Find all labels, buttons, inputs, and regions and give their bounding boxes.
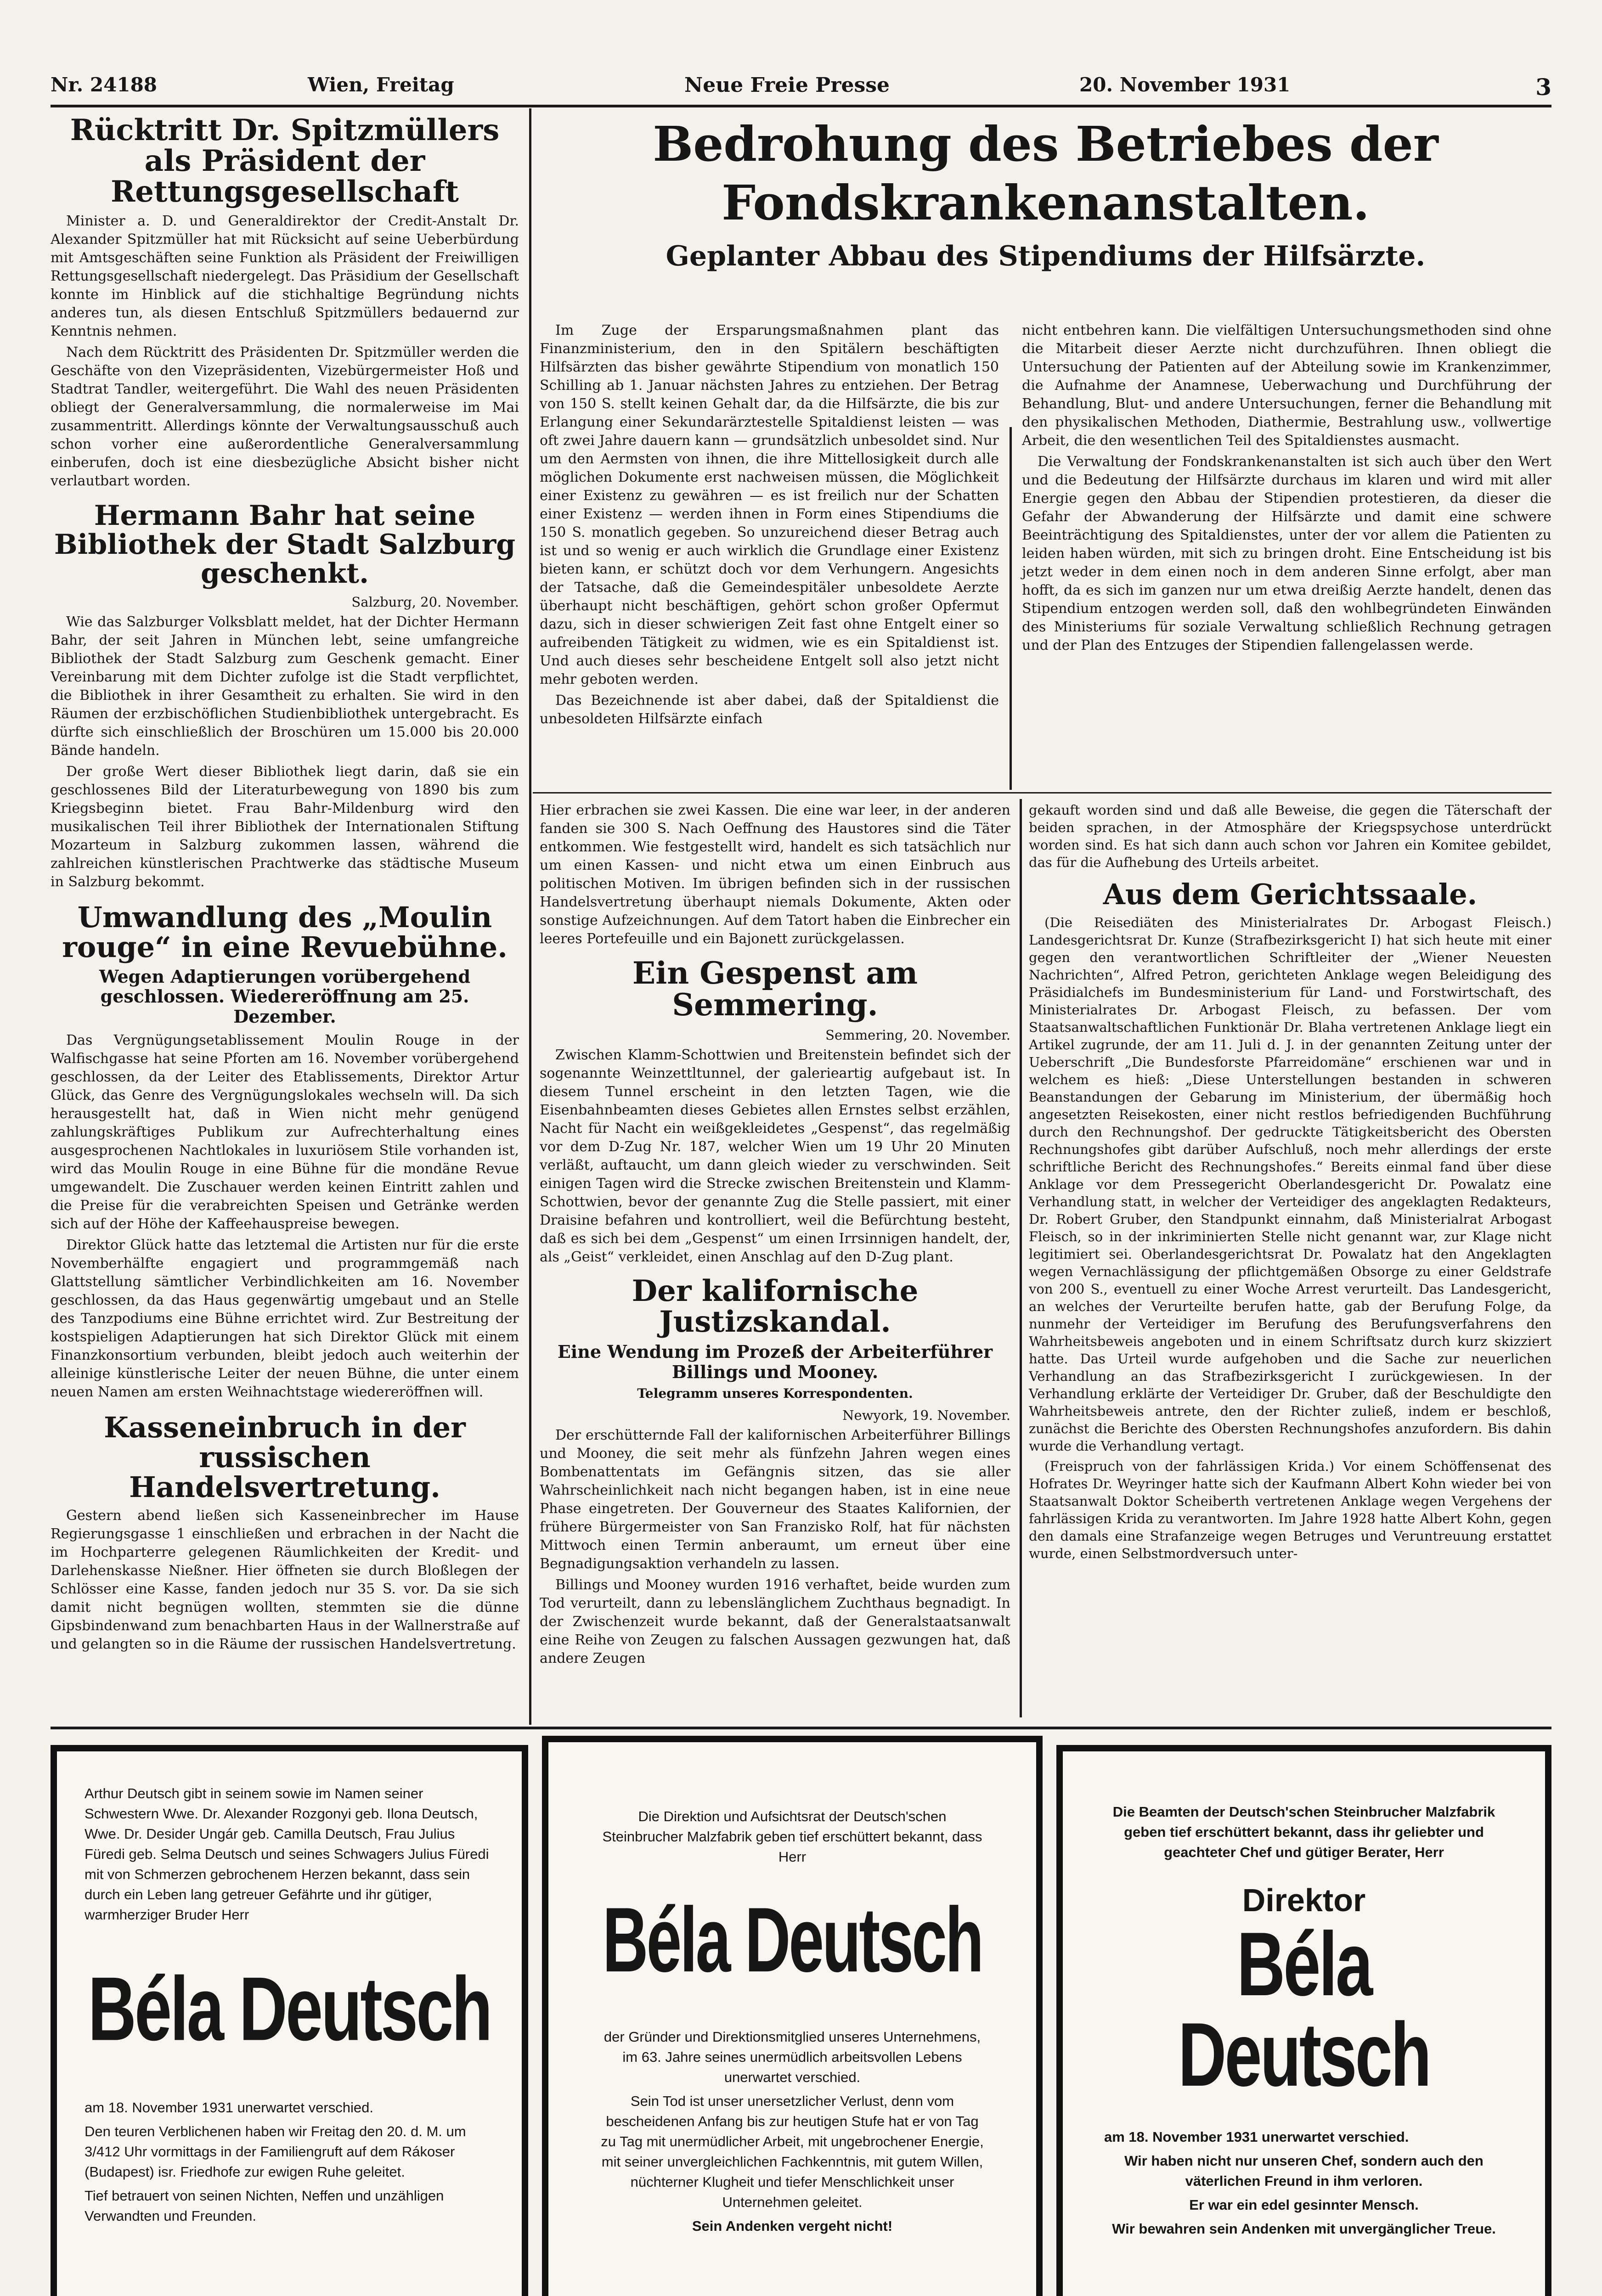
- section-rule: [51, 1727, 1551, 1729]
- notice-text: Wir haben nicht nur unseren Chef, sondern auch den väterlichen Freund in ihm verloren.: [1124, 2153, 1484, 2189]
- notice-text: Den teuren Verblichenen haben wir Freitag den 20. d. M. um 3/412 Uhr vormittags in der Familiengruft auf dem Rákoser (Budapest) isr. Friedhofe zur ewigen Ruhe geleitet.: [85, 2123, 466, 2180]
- notice-text: der Gründer und Direktionsmitglied unseres Unternehmens, im 63. Jahre seines unermüdlich arbeitsvollen Lebens unerwartet verschied.: [604, 2029, 981, 2085]
- notice-text: am 18. November 1931 unerwartet verschied.: [1104, 2129, 1409, 2145]
- masthead: [51, 69, 1551, 101]
- lead-title: Bedrohung des Betriebes der Fondskrankenanstalten.: [653, 116, 1438, 231]
- article-paragraph: Das Bezeichnende ist aber dabei, daß der Spitaldienst die unbesoldeten Hilfsärzte einfach: [540, 692, 999, 727]
- article-title: Aus dem Gerichtssaale.: [1103, 878, 1478, 911]
- article-title: Hermann Bahr hat seine Bibliothek der Stadt Salzburg geschenkt.: [54, 499, 516, 590]
- death-notice: [1056, 1745, 1551, 2296]
- death-notice: [542, 1736, 1043, 2296]
- article-title: Kasseneinbruch in der russischen Handelsvertretung.: [104, 1410, 466, 1504]
- deceased-name: Béla Deutsch: [1178, 1913, 1430, 2105]
- article-paragraph: Wie das Salzburger Volksblatt meldet, hat der Dichter Hermann Bahr, der seit Jahren in München lebt, seine umfangreiche Bibliothek der Stadt Salzburg zum Geschenk gemacht. Einer Vereinbarung mit dem Dichter zufolge ist die Stadt verpflichtet, die Bibliothek in ihrer Gesamtheit zu erhalten. Sie wird in den Räumen der erzbischöflichen Studienbibliothek untergebracht. Es dürfte sich einschließlich der Broschüren um 15.000 bis 20.000 Bände handeln.: [51, 613, 519, 759]
- death-notice: [51, 1745, 528, 2296]
- notice-text: Er war ein edel gesinnter Mensch.: [1189, 2197, 1419, 2213]
- article-paragraph: Die Verwaltung der Fondskrankenanstalten ist sich auch über den Wert und die Bedeutung der Hilfsärzte durchaus im klaren und wird mit aller Energie gegen den Abbau der Stipendien protestieren, da dieser die Gefahr der Abwanderung der Hilfsärzte und damit eine schwere Beeinträchtigung des Spitaldienstes, unter der vor allem die Patienten zu leiden haben würden, mit sich zu bringen droht. Eine Entscheidung ist bis jetzt weder in dem einen noch in dem anderen Sinne erfolgt, aber man hofft, da es sich im ganzen nur um etwa dreißig Aerzte handelt, denen das Stipendium entzogen werden soll, daß den wohlbegründeten Einwänden des Ministeriums für soziale Verwaltung schließlich Rechnung getragen und der Plan des Entzuges der Stipendien fallengelassen werde.: [1022, 454, 1551, 653]
- article-title: Der kalifornische Justizskandal.: [632, 1273, 919, 1339]
- dateline: Semmering, 20. November.: [825, 1027, 1010, 1043]
- article-title: Rücktritt Dr. Spitzmüllers als Präsident der Rettungsgesellschaft: [70, 113, 500, 209]
- article-paragraph: Das Vergnügungsetablissement Moulin Rouge in der Walfischgasse hat seine Pforten am 16. November vorübergehend geschlossen, da der Leiter des Etablissements, Direktor Artur Glück, das Genre des Vergnügungslokales wechseln will. Da sich herausgestellt hat, daß in Wien nicht mehr genügend zahlungskräftiges Publikum zur Aufrechterhaltung eines ausgesprochenen Nachtlokales in luxuriösem Stile vorhanden ist, wird das Moulin Rouge in eine Bühne für die mondäne Revue umgewandelt. Die Zuschauer werden keinen Eintritt zahlen und die Preise für die verabreichten Speisen und Getränke werden sich auf der Höhe der Kaffeehauspreise bewegen.: [51, 1032, 519, 1232]
- newspaper-title: Neue Freie Presse: [684, 73, 890, 97]
- place-day: Wien, Freitag: [308, 73, 454, 96]
- article-paragraph: Der große Wert dieser Bibliothek liegt darin, daß sie ein geschlossenes Bild der Literaturbewegung von 1890 bis zum Kriegsbeginn bietet. Frau Bahr-Mildenburg wird den musikalischen Teil ihrer Bibliothek der Internationalen Stiftung Mozarteum in Salzburg zukommen lassen, während die zahlreichen künstlerischen Prachtwerke das städtische Museum in Salzburg bekommt.: [51, 763, 519, 890]
- deceased-name: Béla Deutsch: [88, 1958, 491, 2060]
- article-subtitle: Eine Wendung im Prozeß der Arbeiterführer Billings und Mooney.: [557, 1341, 993, 1382]
- date: 20. November 1931: [1079, 73, 1291, 96]
- article-paragraph: Gestern abend ließen sich Kasseneinbrecher im Hause Regierungsgasse 1 einschließen und erbrachen in der Nacht die im Hochparterre gelegenen Räumlichkeiten der Kredit- und Darlehenskasse Nießner. Hier öffneten sie durch Bloßlegen der Schlösser eine Kasse, fanden jedoch nur 35 S. vor. Da sie sich damit nicht begnügen wollten, stemmten sie die dünne Gipsbindenwand zum benachbarten Haus in der Wallnerstraße auf und gelangten so in die Räume der russischen Handelsvertretung.: [51, 1508, 519, 1653]
- notice-text: Arthur Deutsch gibt in seinem sowie im Namen seiner Schwestern Wwe. Dr. Alexander Rozgonyi geb. Ilona Deutsch, Wwe. Dr. Desider Ungár geb. Camilla Deutsch, Frau Julius Füredi geb. Selma Deutsch und seines Schwagers Julius Füredi mit von Schmerzen gebrochenem Herzen bekannt, dass sein durch ein Leben lang getreuer Gefährte und ihr gütiger, warmherziger Bruder Herr: [85, 1785, 489, 1923]
- article-paragraph: Im Zuge der Ersparungsmaßnahmen plant das Finanzministerium, den in den Spitälern beschäftigten Hilfsärzten das bisher gewährte Stipendium von monatlich 150 Schilling ab 1. Januar nächsten Jahres zu entziehen. Der Betrag von 150 S. stellt keinen Gehalt dar, da die Hilfsärzte, die bis zur Erlangung einer Sekundarärztestelle Spitaldienst leisten — was oft zwei Jahre dauern kann — grundsätzlich unbesoldet sind. Nur um den Aermsten von ihnen, die ihre Mittellosigkeit durch alle möglichen Dokumente erst nachweisen müssen, die Möglichkeit einer Existenz zu gewähren — es ist freilich nur der Schatten einer Existenz — werden ihnen in Form eines Stipendiums die 150 S. monatlich gegeben. So unzureichend dieser Betrag auch ist und so wenig er auch wirklich die Grundlage einer Existenz bieten kann, er schützt doch vor dem Verhungern. Angesichts der Tatsache, daß die Gemeindespitäler unbesoldete Aerzte überhaupt nicht beschäftigen, gehört schon großer Opfermut dazu, sich in dieser schwierigen Zeit fast ohne Entgelt einer so aufreibenden Tätigkeit zu widmen, wie es ein Spitaldienst ist. Und auch dieses sehr bescheidene Entgelt soll also jetzt nicht mehr geboten werden.: [540, 322, 999, 687]
- article-paragraph: Nach dem Rücktritt des Präsidenten Dr. Spitzmüller werden die Geschäfte von den Vizepräsidenten, Vizebürgermeister Hoß und Stadtrat Tandler, weitergeführt. Die Wahl des neuen Präsidenten obliegt der Generalversammlung, die normalerweise im Mai zusammentritt. Allerdings könnte der Verwaltungsausschuß auch schon vorher eine außerordentliche Generalversammlung einberufen, doch ist eine diesbezügliche Absicht bisher nicht verlautbart worden.: [51, 344, 519, 489]
- lead-column-2: [1022, 321, 1551, 658]
- column-rule: [1020, 799, 1022, 1717]
- notice-text: Sein Andenken vergeht nicht!: [692, 2218, 893, 2234]
- notice-text: Die Direktion und Aufsichtsrat der Deutsch'schen Steinbrucher Malzfabrik geben tief erschüttert bekannt, dass Herr: [602, 1808, 982, 1865]
- article-subtitle: Wegen Adaptierungen vorübergehend geschlossen. Wiedereröffnung am 25. Dezember.: [99, 966, 471, 1027]
- section-rule: [533, 792, 1551, 793]
- article-paragraph: Minister a. D. und Generaldirektor der Credit-Anstalt Dr. Alexander Spitzmüller hat mit Rücksicht auf seine Ueberbürdung mit Amtsgeschäften seine Funktion als Präsident der Freiwilligen Rettungsgesellschaft niedergelegt. Das Präsidium der Gesellschaft konnte im Hinblick auf die stichhaltige Begründung nichts anderes tun, als diesen Entschluß Spitzmüllers bedauernd zur Kenntnis nehmen.: [51, 213, 519, 339]
- article-paragraph: Direktor Glück hatte das letztemal die Artisten nur für die erste Novemberhälfte engagiert und programmgemäß nach Glattstellung sämtlicher Verbindlichkeiten am 16. November geschlossen, da das Haus gegenwärtig umgebaut und an Stelle des Tanzpodiums eine Bühne errichtet wird. Zur Bestreitung der kostspieligen Adaptierungen hat sich Direktor Glück mit einem Finanzkonsortium verbunden, bleibt jedoch auch weiterhin der alleinige künstlerische Leiter der neuen Bühne, die unter einem neuen Namen am ersten Weihnachtstage wiedereröffnen will.: [51, 1237, 519, 1400]
- deceased-title: Direktor: [1242, 1882, 1366, 1918]
- article-paragraph: Billings und Mooney wurden 1916 verhaftet, beide wurden zum Tod verurteilt, dann zu lebenslänglichem Zuchthaus begnadigt. In der Zwischenzeit wurde bekannt, daß der Generalstaatsanwalt eine Reihe von Zeugen zu falschen Aussagen gezwungen hat, daß andere Zeugen: [540, 1576, 1010, 1666]
- lead-subtitle: Geplanter Abbau des Stipendiums der Hilfsärzte.: [666, 240, 1426, 272]
- article-subtitle: Telegramm unseres Korrespondenten.: [637, 1386, 913, 1401]
- dateline: Salzburg, 20. November.: [351, 594, 519, 610]
- lead-article: [540, 115, 1551, 280]
- article-paragraph: Zwischen Klamm-Schottwien und Breitenstein befindet sich der sogenannte Weinzettltunnel, der galerieartig aufgebaut ist. In diesem Tunnel erscheint in den letzten Tagen, wie die Eisenbahnbeamten dieses Gebietes allen Ernstes selbst erzählen, Nacht für Nacht ein weißgekleidetes „Gespenst“, das regelmäßig vor dem D-Zug Nr. 187, welcher Wien um 19 Uhr 20 Minuten verläßt, auftaucht, um dann gleich wieder zu verschwinden. Seit einigen Tagen wird die Strecke zwischen Breitenstein und Klamm-Schottwien, bevor der genannte Zug die Stelle passiert, mit einer Draisine befahren und kontrolliert, weil die Befürchtung besteht, daß es sich bei dem „Gespenst“ um einen Irrsinnigen handelt, der, als „Geist“ verkleidet, einen Anschlag auf den D-Zug plant.: [540, 1047, 1010, 1265]
- notice-text: Wir bewahren sein Andenken mit unvergänglicher Treue.: [1112, 2221, 1496, 2237]
- article-paragraph: (Freispruch von der fahrlässigen Krida.) Vor einem Schöffensenat des Hofrates Dr. Weyringer hatte sich der Kaufmann Albert Kohn wieder bei von Staatsanwalt Doktor Scheiberth vertretenen Anklage wegen Vergehens der fahrlässigen Krida zu verantworten. Im Jahre 1928 hatte Albert Kohn, gegen den damals eine Strafanzeige wegen Betruges und Veruntreuung erstattet wurde, einen Selbstmordversuch unter-: [1029, 1458, 1551, 1562]
- article-paragraph: nicht entbehren kann. Die vielfältigen Untersuchungsmethoden sind ohne die Mitarbeit dieser Aerzte nicht durchzuführen. Ihnen obliegt die Untersuchung der Patienten auf der Abteilung sowie im Krankenzimmer, die Aufnahme der Anamnese, Ueberwachung und Durchführung der Behandlung, Blut- und andere Untersuchungen, ferner die Behandlung mit den physikalischen Methoden, Diathermie, Bestrahlung usw., vollwertige Arbeit, die den wesentlichen Teil des Spitaldienstes ausmacht.: [1022, 322, 1551, 449]
- dateline: Newyork, 19. November.: [842, 1407, 1010, 1423]
- notice-text: am 18. November 1931 unerwartet verschied.: [85, 2099, 373, 2116]
- page-number: 3: [1535, 73, 1551, 101]
- article-title: Umwandlung des „Moulin rouge“ in eine Revuebühne.: [62, 900, 508, 964]
- column-rule: [1010, 427, 1012, 790]
- article-paragraph: gekauft worden sind und daß alle Beweise, die gegen die Täterschaft der beiden sprachen, in der Atmosphäre der Kriegspsychose unterdrückt worden sind. Es hat sich dann auch schon vor Jahren ein Komitee gebildet, das für die Aufhebung des Urteils arbeitet.: [1029, 802, 1551, 870]
- notice-text: Die Beamten der Deutsch'schen Steinbrucher Malzfabrik geben tief erschüttert bekannt, dass ihr geliebter und geachteter Chef und gütiger Berater, Herr: [1112, 1804, 1495, 1860]
- lead-column-1: [540, 321, 999, 731]
- notice-text: Sein Tod ist unser unersetzlicher Verlust, denn vom bescheidenen Anfang bis zur heutigen Stufe hat er von Tag zu Tag mit unermüdlicher Arbeit, mit ungebrochener Energie, mit seiner unvergleichlichen Fachkenntnis, mit gutem Willen, nüchterner Klugheit und tiefer Menschlichkeit unser Unternehmen geleitet.: [601, 2093, 984, 2210]
- masthead-rule: [51, 105, 1551, 107]
- article-paragraph: (Die Reisediäten des Ministerialrates Dr. Arbogast Fleisch.) Landesgerichtsrat Dr. Kunze (Strafbezirksgericht I) hat sich heute mit einer gegen den verantwortlichen Schriftleiter der „Wiener Neuesten Nachrichten“, Alfred Petron, gerichteten Anklage wegen Beleidigung des Präsidialchefs im Bundesministerium für Land- und Forstwirtschaft, des Ministerialrates Dr. Arbogast Fleisch, zu befassen. Der vom Staatsanwaltschaftlichen Funktionär Dr. Blaha vertretenen Anklage liegt ein Artikel zugrunde, der am 11. Juli d. J. in der genannten Zeitung unter der Ueberschrift „Die Bundesforste Pfarreidomäne“ erschienen war und in welchem es hieß: „Diese Unterstellungen bestanden in schweren Beanstandungen der Gebarung im Ministerium, der übermäßig hoch angesetzten Reisekosten, einer nicht restlos befriedigenden Buchführung durch den Rechnungshof. Der gedruckte Tätigkeitsbericht des Obersten Rechnungshofes gibt darüber Aufschluß, noch mehr allerdings der erste schriftliche Bericht des Rechnungshofes.“ Bereits einmal fand über diese Anklage vor dem Pressegericht Oberlandesgericht Dr. Powalatz eine Verhandlung statt, in welcher der Verteidiger des angeklagten Redakteurs, Dr. Robert Gruber, den Standpunkt einnahm, daß Ministerialrat Arbogast Fleisch, so in der inkriminierten Stelle nicht genannt war, zur Klage nicht legitimiert sei. Oberlandesgerichtsrat Dr. Powalatz hat den Angeklagten wegen Vernachlässigung der pflichtgemäßen Obsorge zu einer Geldstrafe von 200 S., eventuell zu einer Woche Arrest verurteilt. Das Landesgericht, an welches der Verurteilte berufen hatte, gab der Berufung Folge, da nunmehr der Verteidiger im Berufung des Berufungsverfahrens den Wahrheitsbeweis angeboten und in einem Schriftsatz durch kurz skizziert hatte. Das Urteil wurde aufgehoben und die Sache zur neuerlichen Verhandlung an das Strafbezirksgericht I zurückgewiesen. In der Verhandlung erklärte der Verteidiger Dr. Gruber, daß der Beschuldigte den Wahrheitsbeweis antrete, den der Richter zuließ, indem er beschloß, zunächst die Berichte des Obersten Rechnungshofes anzufordern. Bis dahin wurde die Verhandlung vertagt.: [1029, 915, 1551, 1454]
- article-paragraph: Der erschütternde Fall der kalifornischen Arbeiterführer Billings und Mooney, die seit mehr als fünfzehn Jahren wegen eines Bombenattentats im Gefängnis sitzen, das sie aller Wahrscheinlichkeit nach nicht begangen haben, ist in eine neue Phase eingetreten. Der Gouverneur des Staates Kalifornien, der frühere Bürgermeister von San Franzisko Rolf, hat für nächsten Mittwoch einen Termin anberaumt, um erneut über eine Begnadigungsaktion verhandeln zu lassen.: [540, 1427, 1010, 1572]
- article-paragraph: Hier erbrachen sie zwei Kassen. Die eine war leer, in der anderen fanden sie 300 S. Nach Oeffnung des Haustores sind die Täter entkommen. Wie festgestellt wird, handelt es sich tatsächlich nur um einen Kassen- und nicht etwa um einen Einbruch aus politischen Motiven. Im übrigen befinden sich in der russischen Handelsvertretung überhaupt niemals Dokumente, Akten oder sonstige Aufzeichnungen. Auf dem Tatort haben die Einbrecher ein leeres Portefeuille und ein Bajonett zurückgelassen.: [540, 802, 1010, 947]
- deceased-name: Béla Deutsch: [602, 1889, 982, 1992]
- issue-number: Nr. 24188: [51, 73, 158, 96]
- middle-column: [540, 801, 1010, 1671]
- left-column: [51, 115, 519, 1656]
- right-column: [1029, 801, 1551, 1565]
- article-title: Ein Gespenst am Semmering.: [632, 955, 918, 1023]
- column-rule: [529, 108, 531, 1725]
- notice-text: Tief betrauert von seinen Nichten, Neffen und unzähligen Verwandten und Freunden.: [85, 2188, 444, 2224]
